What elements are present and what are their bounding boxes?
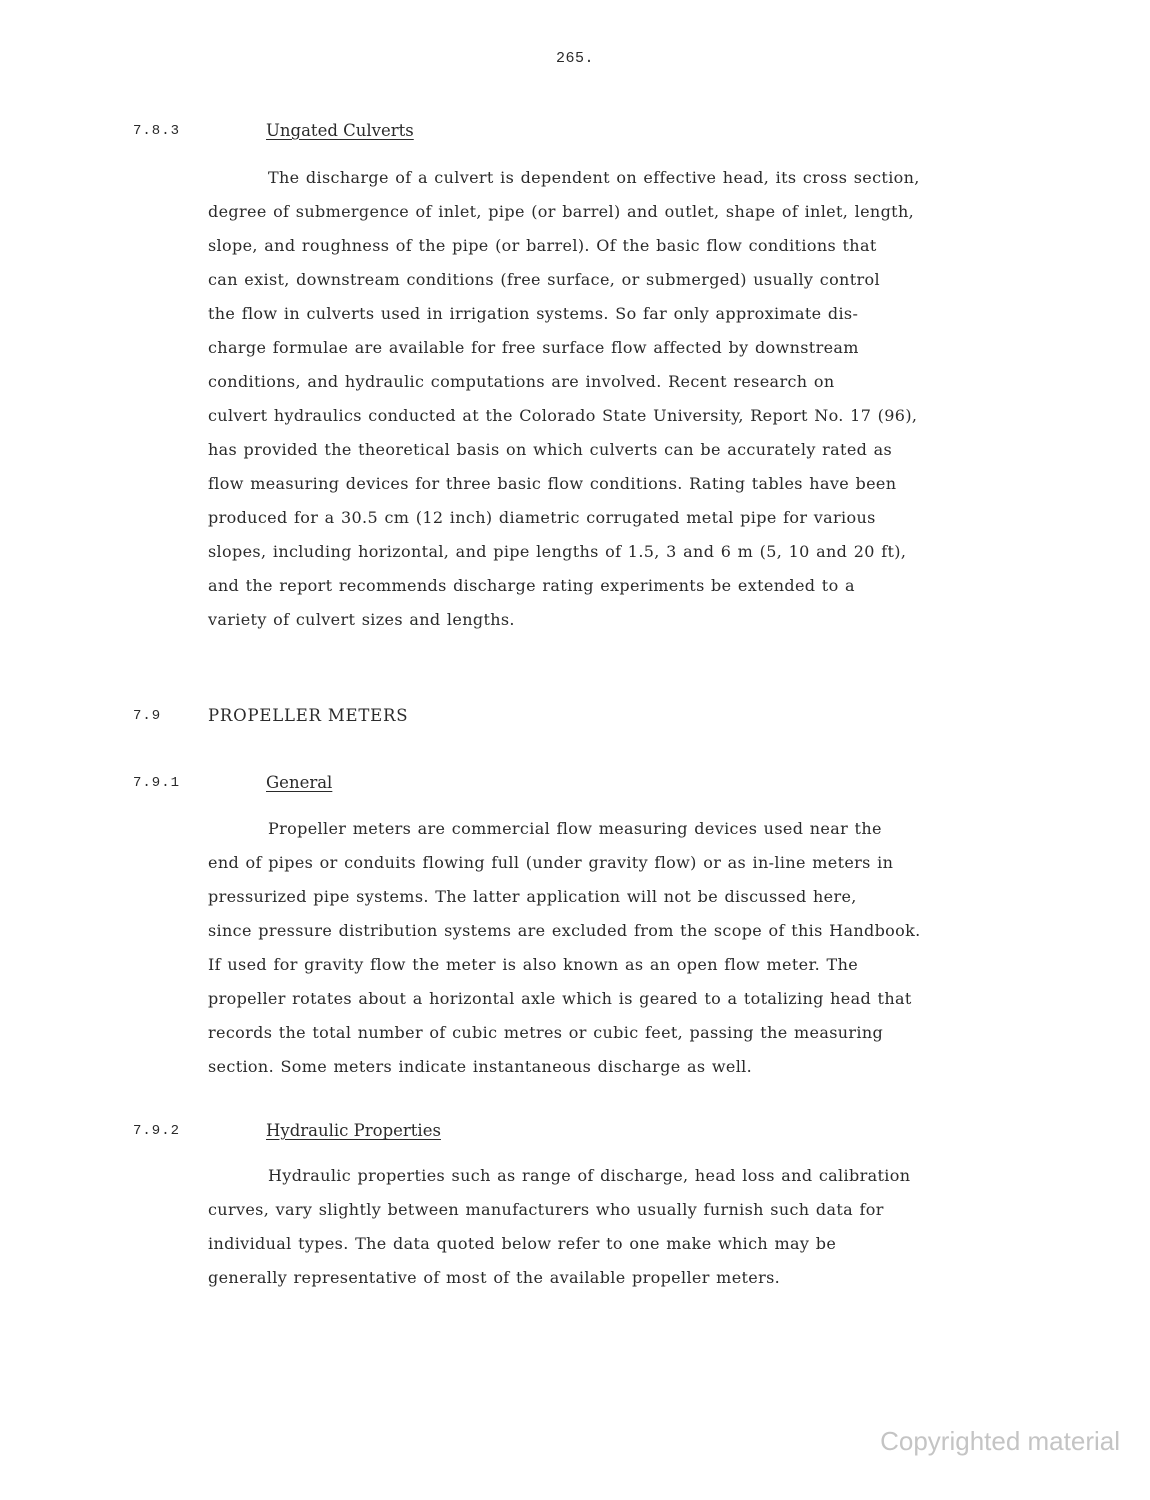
section-number-7-9-2: 7.9.2 xyxy=(133,1123,181,1139)
paragraph-ungated-culverts xyxy=(208,161,920,637)
paragraph-line: generally representative of most of the available propeller meters. xyxy=(208,1268,781,1287)
paragraph-hydraulic-properties xyxy=(208,1159,910,1295)
paragraph-line: since pressure distribution systems are excluded from the scope of this Handbook. xyxy=(208,921,921,940)
paragraph-line: variety of culvert sizes and lengths. xyxy=(208,610,515,629)
paragraph-line: If used for gravity flow the meter is also known as an open flow meter. The xyxy=(208,955,859,974)
section-heading-ungated-culverts: Ungated Culverts xyxy=(266,121,414,140)
paragraph-line: The discharge of a culvert is dependent on effective head, its cross section, xyxy=(268,168,920,187)
paragraph-line: end of pipes or conduits flowing full (under gravity flow) or as in-line meters in xyxy=(208,853,894,872)
paragraph-line: has provided the theoretical basis on which culverts can be accurately rated as xyxy=(208,440,893,459)
paragraph-line: charge formulae are available for free surface flow affected by downstream xyxy=(208,338,859,357)
section-number-7-8-3: 7.8.3 xyxy=(133,123,181,139)
paragraph-line: records the total number of cubic metres or cubic feet, passing the measuring xyxy=(208,1023,884,1042)
copyright-watermark: Copyrighted material xyxy=(880,1426,1120,1456)
section-heading-general: General xyxy=(266,773,333,792)
page-number: 265. xyxy=(555,50,594,67)
section-heading-hydraulic-properties: Hydraulic Properties xyxy=(266,1121,441,1140)
paragraph-line: culvert hydraulics conducted at the Colorado State University, Report No. 17 (96), xyxy=(208,406,918,425)
paragraph-line: flow measuring devices for three basic flow conditions. Rating tables have been xyxy=(208,474,897,493)
paragraph-line: degree of submergence of inlet, pipe (or barrel) and outlet, shape of inlet, length, xyxy=(208,202,915,221)
paragraph-line: conditions, and hydraulic computations are involved. Recent research on xyxy=(208,372,835,391)
paragraph-line: propeller rotates about a horizontal axle which is geared to a totalizing head that xyxy=(208,989,912,1008)
paragraph-line: slope, and roughness of the pipe (or barrel). Of the basic flow conditions that xyxy=(208,236,877,255)
paragraph-line: section. Some meters indicate instantaneous discharge as well. xyxy=(208,1057,753,1076)
paragraph-line: Propeller meters are commercial flow measuring devices used near the xyxy=(268,819,882,838)
paragraph-line: produced for a 30.5 cm (12 inch) diametric corrugated metal pipe for various xyxy=(208,508,876,527)
paragraph-general xyxy=(208,812,921,1084)
section-heading-propeller-meters: PROPELLER METERS xyxy=(208,706,409,725)
paragraph-line: the flow in culverts used in irrigation systems. So far only approximate dis- xyxy=(208,304,859,323)
paragraph-line: individual types. The data quoted below refer to one make which may be xyxy=(208,1234,837,1253)
section-number-7-9-1: 7.9.1 xyxy=(133,775,181,791)
section-number-7-9: 7.9 xyxy=(133,708,162,724)
paragraph-line: curves, vary slightly between manufacturers who usually furnish such data for xyxy=(208,1200,884,1219)
paragraph-line: and the report recommends discharge rating experiments be extended to a xyxy=(208,576,855,595)
paragraph-line: slopes, including horizontal, and pipe lengths of 1.5, 3 and 6 m (5, 10 and 20 ft), xyxy=(208,542,907,561)
paragraph-line: can exist, downstream conditions (free surface, or submerged) usually control xyxy=(208,270,880,289)
paragraph-line: Hydraulic properties such as range of discharge, head loss and calibration xyxy=(268,1166,911,1185)
paragraph-line: pressurized pipe systems. The latter application will not be discussed here, xyxy=(208,887,857,906)
